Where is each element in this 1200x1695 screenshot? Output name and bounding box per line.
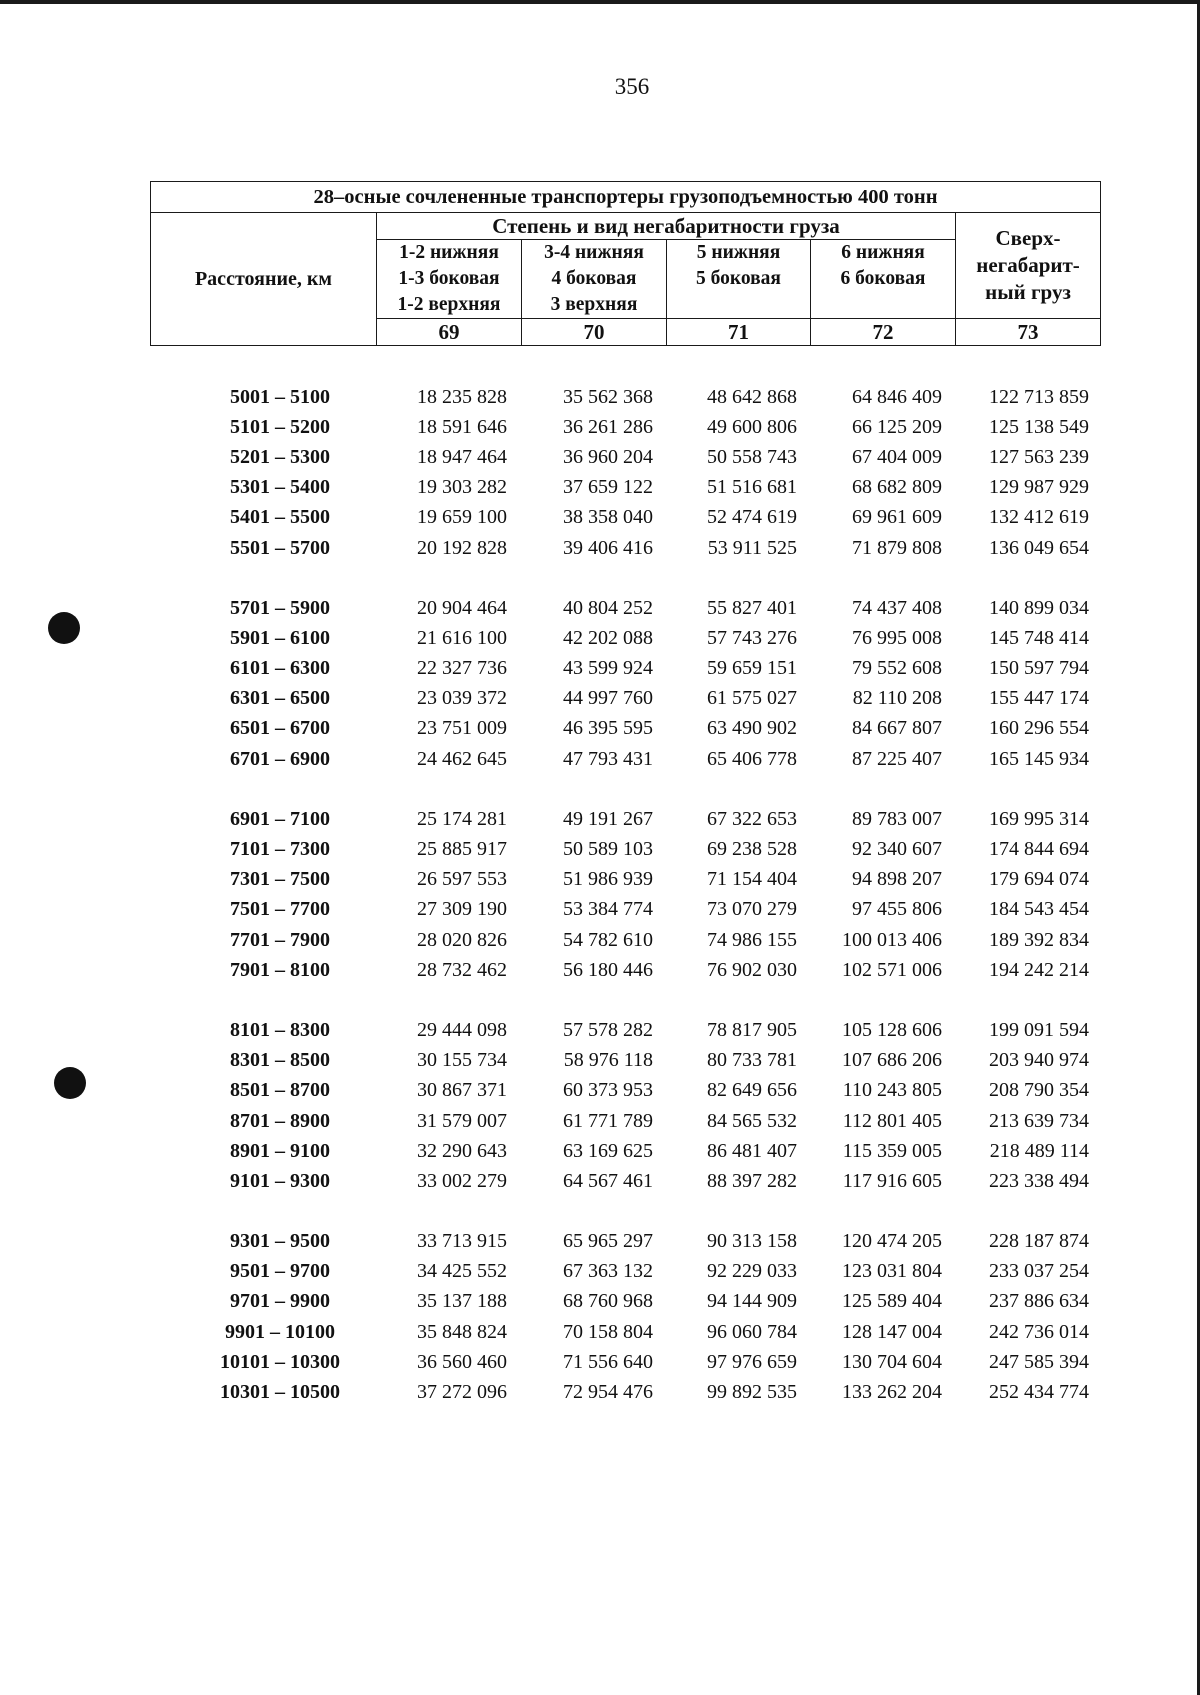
scan-border-top [0,0,1200,4]
column-number: 71 [667,319,811,346]
value-cell: 51 986 939 [563,868,653,891]
column-header-71: 5 нижняя 5 боковая [667,240,811,319]
value-cell: 25 174 281 [417,807,507,830]
value-cell: 69 961 609 [852,506,942,529]
value-cell: 18 235 828 [417,385,507,408]
distance-cell: 5501 – 5700 [230,536,330,559]
value-cell: 42 202 088 [563,626,653,649]
value-cell: 99 892 535 [707,1381,797,1404]
row-group [150,804,1100,985]
table-row [150,473,1100,503]
value-cell: 107 686 206 [842,1049,942,1072]
value-cell: 82 110 208 [852,687,942,710]
distance-cell: 7101 – 7300 [230,838,330,861]
table-row [150,442,1100,472]
distance-cell: 7501 – 7700 [230,898,330,921]
value-cell: 92 229 033 [707,1260,797,1283]
value-cell: 34 425 552 [417,1260,507,1283]
value-cell: 23 751 009 [417,717,507,740]
table-title: 28–осные сочлененные транспортеры грузоподъемностью 400 тонн [151,182,1101,213]
value-cell: 69 238 528 [707,838,797,861]
column-header-69: 1-2 нижняя 1-3 боковая 1-2 верхняя [377,240,522,319]
value-cell: 133 262 204 [842,1381,942,1404]
table-row [150,623,1100,653]
value-cell: 79 552 608 [852,657,942,680]
value-cell: 27 309 190 [417,898,507,921]
column-number: 72 [811,319,956,346]
table-row [150,1227,1100,1257]
value-cell: 56 180 446 [563,958,653,981]
value-cell: 66 125 209 [852,415,942,438]
value-cell: 65 406 778 [707,747,797,770]
value-cell: 40 804 252 [563,596,653,619]
value-cell: 84 565 532 [707,1109,797,1132]
distance-cell: 5101 – 5200 [230,415,330,438]
distance-cell: 5201 – 5300 [230,445,330,468]
column-number: 70 [522,319,667,346]
distance-cell: 7901 – 8100 [230,958,330,981]
value-cell: 37 272 096 [417,1381,507,1404]
value-cell: 184 543 454 [989,898,1089,921]
table-row [150,834,1100,864]
value-cell: 128 147 004 [842,1320,942,1343]
value-cell: 35 562 368 [563,385,653,408]
table-row [150,654,1100,684]
distance-cell: 9901 – 10100 [225,1320,335,1343]
value-cell: 38 358 040 [563,506,653,529]
table-row [150,865,1100,895]
table-row [150,503,1100,533]
value-cell: 125 589 404 [842,1290,942,1313]
value-cell: 28 732 462 [417,958,507,981]
value-cell: 49 600 806 [707,415,797,438]
value-cell: 71 879 808 [852,536,942,559]
table-row [150,684,1100,714]
value-cell: 105 128 606 [842,1018,942,1041]
value-cell: 50 589 103 [563,838,653,861]
column-header-70: 3-4 нижняя 4 боковая 3 верхняя [522,240,667,319]
distance-cell: 6501 – 6700 [230,717,330,740]
value-cell: 18 947 464 [417,445,507,468]
value-cell: 29 444 098 [417,1018,507,1041]
value-cell: 54 782 610 [563,928,653,951]
value-cell: 88 397 282 [707,1169,797,1192]
value-cell: 102 571 006 [842,958,942,981]
value-cell: 58 976 118 [563,1049,653,1072]
value-cell: 110 243 805 [842,1079,942,1102]
value-cell: 112 801 405 [842,1109,942,1132]
table-row [150,1076,1100,1106]
value-cell: 237 886 634 [989,1290,1089,1313]
value-cell: 94 898 207 [852,868,942,891]
value-cell: 43 599 924 [563,657,653,680]
value-cell: 25 885 917 [417,838,507,861]
value-cell: 49 191 267 [563,807,653,830]
table-header [150,181,1101,346]
distance-cell: 8901 – 9100 [230,1139,330,1162]
value-cell: 223 338 494 [989,1169,1089,1192]
value-cell: 31 579 007 [417,1109,507,1132]
value-cell: 233 037 254 [989,1260,1089,1283]
value-cell: 32 290 643 [417,1139,507,1162]
value-cell: 194 242 214 [989,958,1089,981]
value-cell: 19 659 100 [417,506,507,529]
value-cell: 242 736 014 [989,1320,1089,1343]
value-cell: 247 585 394 [989,1350,1089,1373]
value-cell: 174 844 694 [989,838,1089,861]
table-row [150,744,1100,774]
value-cell: 30 155 734 [417,1049,507,1072]
value-cell: 36 560 460 [417,1350,507,1373]
value-cell: 63 169 625 [563,1139,653,1162]
value-cell: 61 771 789 [563,1109,653,1132]
value-cell: 73 070 279 [707,898,797,921]
value-cell: 50 558 743 [707,445,797,468]
distance-cell: 5701 – 5900 [230,596,330,619]
value-cell: 28 020 826 [417,928,507,951]
value-cell: 120 474 205 [842,1230,942,1253]
value-cell: 48 642 868 [707,385,797,408]
value-cell: 228 187 874 [989,1230,1089,1253]
column-header-72: 6 нижняя 6 боковая [811,240,956,319]
value-cell: 61 575 027 [707,687,797,710]
value-cell: 203 940 974 [989,1049,1089,1072]
value-cell: 68 682 809 [852,476,942,499]
table-row [150,1166,1100,1196]
value-cell: 84 667 807 [852,717,942,740]
value-cell: 213 639 734 [989,1109,1089,1132]
table-row [150,925,1100,955]
value-cell: 37 659 122 [563,476,653,499]
table-row [150,412,1100,442]
value-cell: 150 597 794 [989,657,1089,680]
value-cell: 140 899 034 [989,596,1089,619]
value-cell: 155 447 174 [989,687,1089,710]
punch-hole [48,612,80,644]
value-cell: 71 154 404 [707,868,797,891]
distance-cell: 6101 – 6300 [230,657,330,680]
distance-cell: 7701 – 7900 [230,928,330,951]
value-cell: 72 954 476 [563,1381,653,1404]
table-row [150,1287,1100,1317]
value-cell: 22 327 736 [417,657,507,680]
table-row [150,1136,1100,1166]
value-cell: 125 138 549 [989,415,1089,438]
table-row [150,1046,1100,1076]
value-cell: 21 616 100 [417,626,507,649]
value-cell: 218 489 114 [989,1139,1089,1162]
value-cell: 90 313 158 [707,1230,797,1253]
value-cell: 64 846 409 [852,385,942,408]
table-row [150,1317,1100,1347]
value-cell: 19 303 282 [417,476,507,499]
value-cell: 30 867 371 [417,1079,507,1102]
table-row [150,895,1100,925]
value-cell: 18 591 646 [417,415,507,438]
value-cell: 189 392 834 [989,928,1089,951]
value-cell: 122 713 859 [989,385,1089,408]
distance-cell: 6701 – 6900 [230,747,330,770]
value-cell: 136 049 654 [989,536,1089,559]
value-cell: 53 911 525 [707,536,797,559]
value-cell: 115 359 005 [842,1139,942,1162]
table-row [150,1106,1100,1136]
value-cell: 47 793 431 [563,747,653,770]
row-group [150,1227,1100,1408]
distance-cell: 9501 – 9700 [230,1260,330,1283]
value-cell: 199 091 594 [989,1018,1089,1041]
value-cell: 57 578 282 [563,1018,653,1041]
table-row [150,533,1100,563]
value-cell: 145 748 414 [989,626,1089,649]
value-cell: 74 437 408 [852,596,942,619]
value-cell: 36 261 286 [563,415,653,438]
value-cell: 33 002 279 [417,1169,507,1192]
value-cell: 59 659 151 [707,657,797,680]
value-cell: 26 597 553 [417,868,507,891]
table-body [150,382,1100,1438]
value-cell: 87 225 407 [852,747,942,770]
value-cell: 76 902 030 [707,958,797,981]
value-cell: 64 567 461 [563,1169,653,1192]
distance-cell: 5401 – 5500 [230,506,330,529]
value-cell: 123 031 804 [842,1260,942,1283]
value-cell: 86 481 407 [707,1139,797,1162]
group-header: Степень и вид негабаритности груза [377,213,956,240]
value-cell: 74 986 155 [707,928,797,951]
value-cell: 252 434 774 [989,1381,1089,1404]
table-row [150,1377,1100,1407]
value-cell: 96 060 784 [707,1320,797,1343]
value-cell: 78 817 905 [707,1018,797,1041]
value-cell: 127 563 239 [989,445,1089,468]
value-cell: 71 556 640 [563,1350,653,1373]
value-cell: 132 412 619 [989,506,1089,529]
punch-hole [54,1067,86,1099]
table-row [150,714,1100,744]
distance-cell: 5001 – 5100 [230,385,330,408]
value-cell: 82 649 656 [707,1079,797,1102]
distance-header: Расстояние, км [151,213,377,346]
value-cell: 44 997 760 [563,687,653,710]
value-cell: 35 848 824 [417,1320,507,1343]
value-cell: 92 340 607 [852,838,942,861]
value-cell: 89 783 007 [852,807,942,830]
distance-cell: 6301 – 6500 [230,687,330,710]
value-cell: 23 039 372 [417,687,507,710]
value-cell: 117 916 605 [842,1169,942,1192]
value-cell: 51 516 681 [707,476,797,499]
distance-cell: 7301 – 7500 [230,868,330,891]
row-group [150,1015,1100,1196]
table-row [150,1015,1100,1045]
value-cell: 67 363 132 [563,1260,653,1283]
value-cell: 97 976 659 [707,1350,797,1373]
value-cell: 20 904 464 [417,596,507,619]
value-cell: 165 145 934 [989,747,1089,770]
value-cell: 169 995 314 [989,807,1089,830]
value-cell: 76 995 008 [852,626,942,649]
value-cell: 39 406 416 [563,536,653,559]
table-row [150,593,1100,623]
page-number: 356 [614,74,650,99]
column-number: 69 [377,319,522,346]
distance-cell: 10101 – 10300 [220,1350,340,1373]
value-cell: 65 965 297 [563,1230,653,1253]
value-cell: 67 322 653 [707,807,797,830]
value-cell: 68 760 968 [563,1290,653,1313]
value-cell: 57 743 276 [707,626,797,649]
value-cell: 179 694 074 [989,868,1089,891]
value-cell: 63 490 902 [707,717,797,740]
value-cell: 94 144 909 [707,1290,797,1313]
value-cell: 67 404 009 [852,445,942,468]
distance-cell: 10301 – 10500 [220,1381,340,1404]
value-cell: 53 384 774 [563,898,653,921]
table-row [150,804,1100,834]
distance-cell: 6901 – 7100 [230,807,330,830]
value-cell: 60 373 953 [563,1079,653,1102]
value-cell: 35 137 188 [417,1290,507,1313]
distance-cell: 8701 – 8900 [230,1109,330,1132]
value-cell: 46 395 595 [563,717,653,740]
distance-cell: 5301 – 5400 [230,476,330,499]
row-group [150,593,1100,774]
table-row [150,955,1100,985]
value-cell: 100 013 406 [842,928,942,951]
distance-cell: 9301 – 9500 [230,1230,330,1253]
value-cell: 208 790 354 [989,1079,1089,1102]
distance-cell: 9101 – 9300 [230,1169,330,1192]
table-row [150,1347,1100,1377]
value-cell: 129 987 929 [989,476,1089,499]
value-cell: 70 158 804 [563,1320,653,1343]
value-cell: 36 960 204 [563,445,653,468]
value-cell: 24 462 645 [417,747,507,770]
value-cell: 130 704 604 [842,1350,942,1373]
value-cell: 55 827 401 [707,596,797,619]
distance-cell: 8101 – 8300 [230,1018,330,1041]
table-row [150,382,1100,412]
value-cell: 52 474 619 [707,506,797,529]
value-cell: 33 713 915 [417,1230,507,1253]
value-cell: 20 192 828 [417,536,507,559]
value-cell: 97 455 806 [852,898,942,921]
value-cell: 80 733 781 [707,1049,797,1072]
distance-cell: 5901 – 6100 [230,626,330,649]
column-number: 73 [956,319,1101,346]
table-row [150,1257,1100,1287]
distance-cell: 8301 – 8500 [230,1049,330,1072]
distance-cell: 9701 – 9900 [230,1290,330,1313]
column-header-73: Сверх- негабарит- ный груз [956,213,1101,319]
row-group [150,382,1100,563]
value-cell: 160 296 554 [989,717,1089,740]
distance-cell: 8501 – 8700 [230,1079,330,1102]
